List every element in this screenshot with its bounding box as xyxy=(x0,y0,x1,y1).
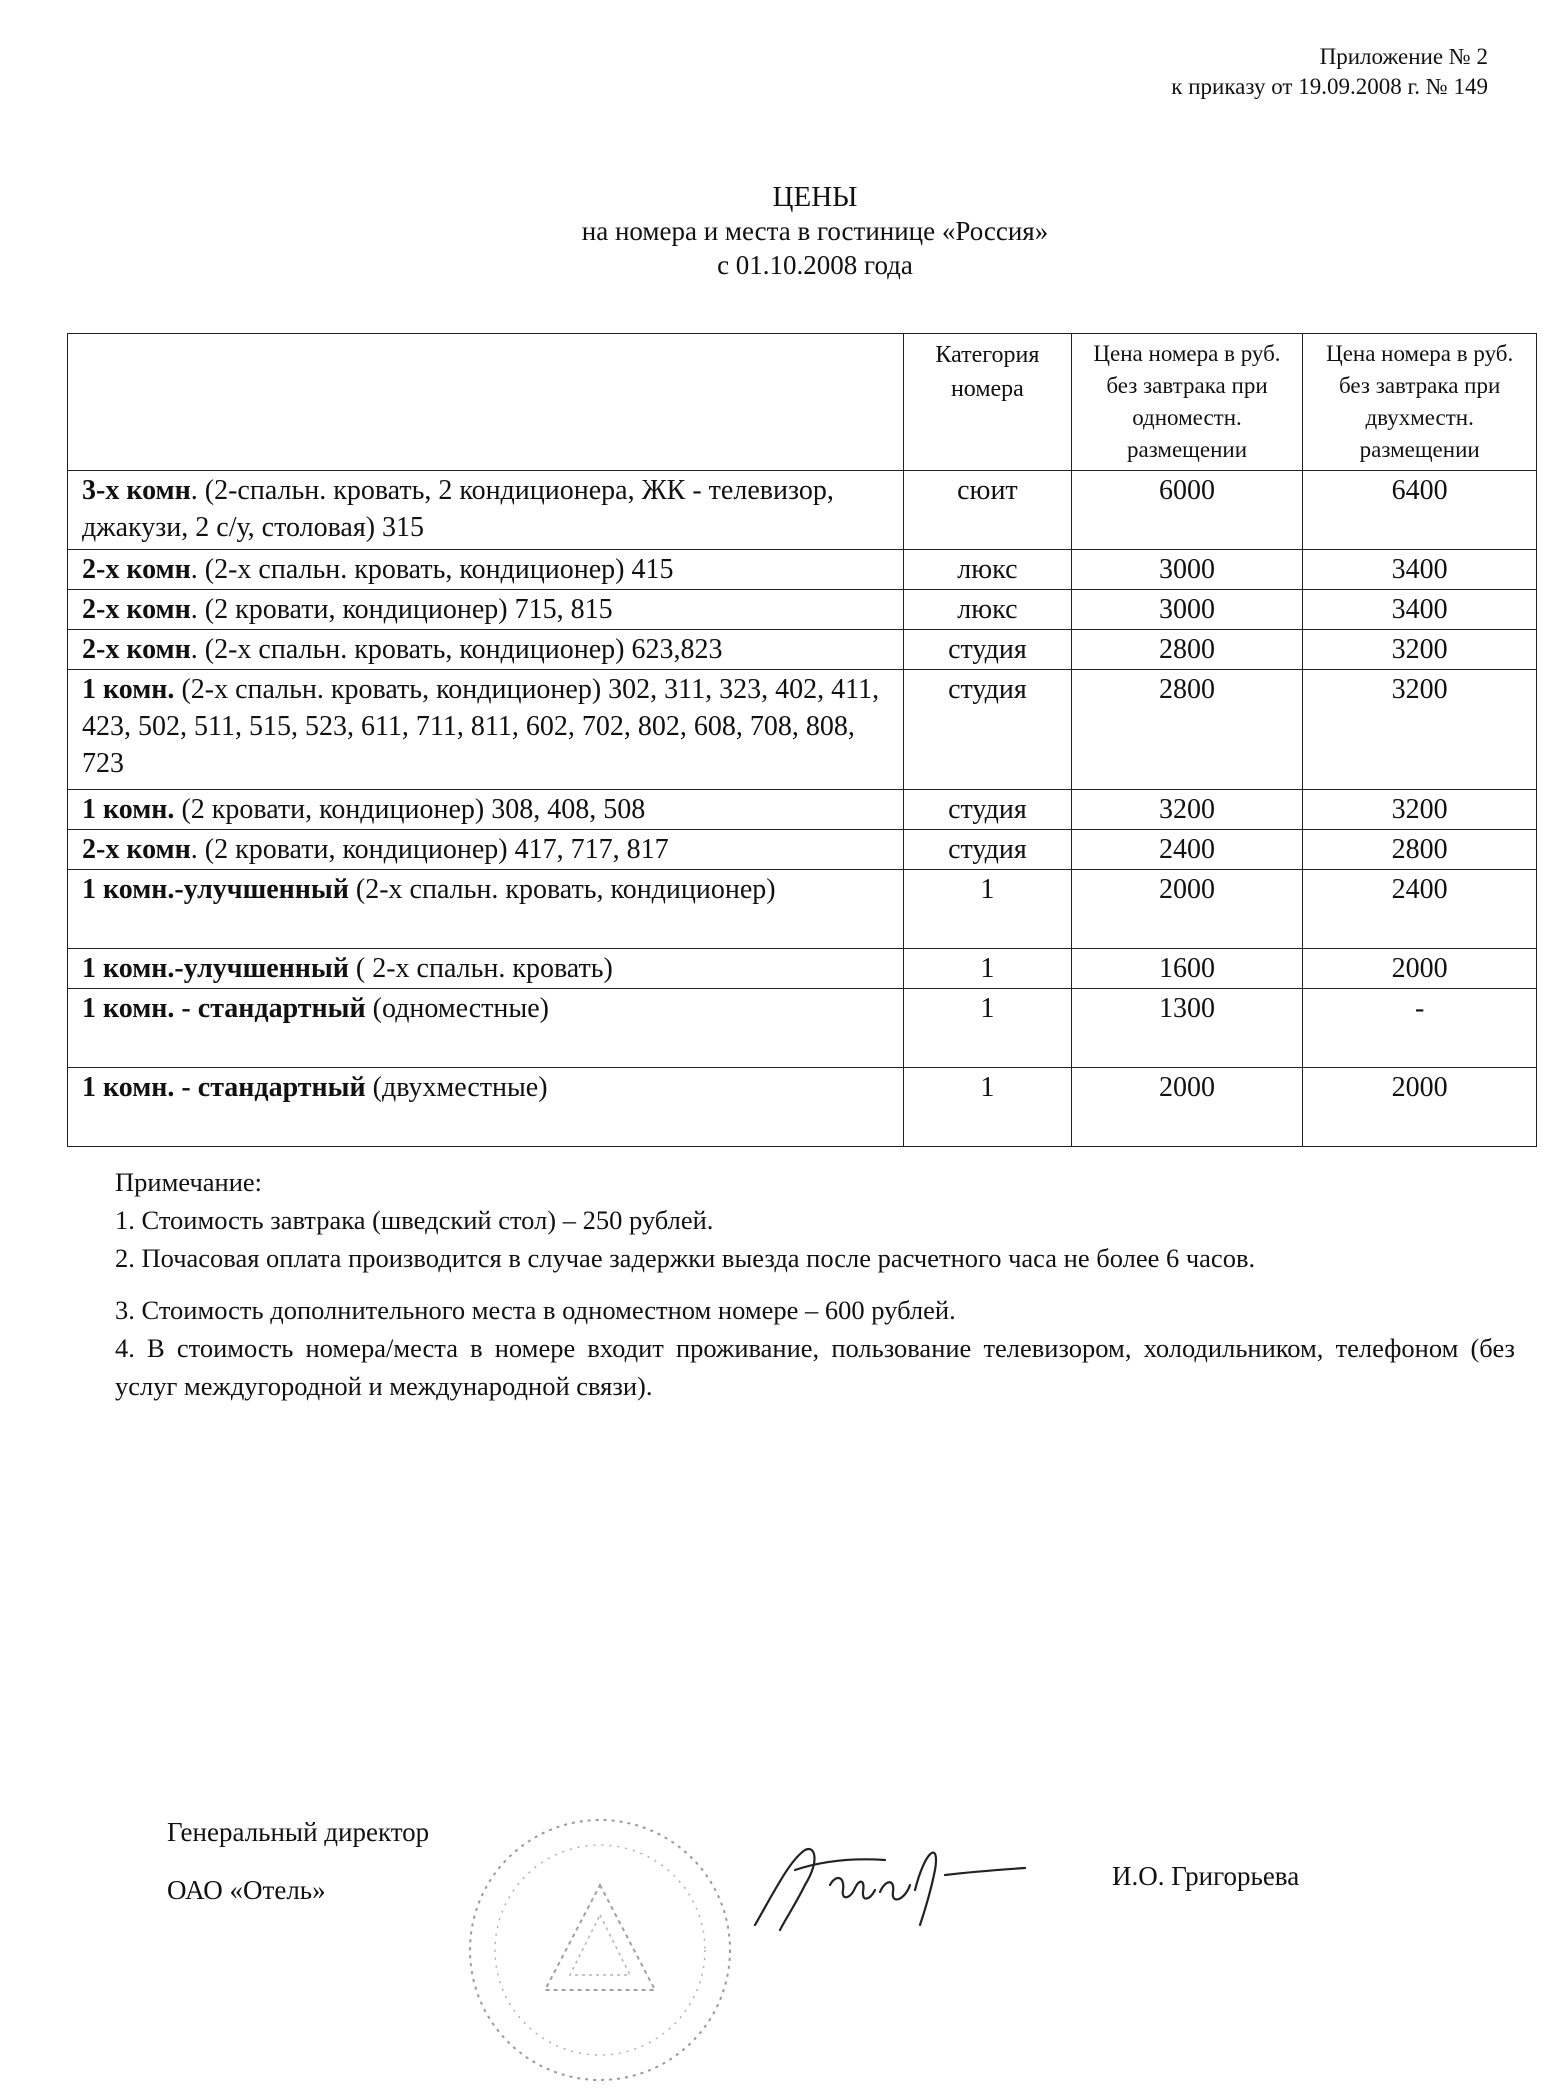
table-row xyxy=(68,790,1537,830)
order-reference: к приказу от 19.09.2008 г. № 149 xyxy=(1171,74,1488,99)
room-details: (одноместные) xyxy=(365,993,549,1024)
room-description xyxy=(68,1068,904,1147)
price-single: 1600 xyxy=(1071,949,1303,989)
header-description xyxy=(68,334,904,471)
table-row xyxy=(68,1068,1537,1147)
price-double: 3200 xyxy=(1303,670,1537,790)
signatory-position: Генеральный директор xyxy=(167,1817,430,1847)
signatory-name: И.О. Григорьева xyxy=(1112,1861,1300,1891)
title-heading: ЦЕНЫ xyxy=(772,181,858,213)
table-header-row xyxy=(68,334,1537,471)
price-double: 3200 xyxy=(1303,630,1537,670)
price-single: 2000 xyxy=(1071,870,1303,949)
room-category: студия xyxy=(904,790,1072,830)
document-title xyxy=(500,180,1130,282)
room-details: . (2-х спальн. кровать, кондиционер) 623,823 xyxy=(190,634,723,665)
room-type: 2-х комн xyxy=(82,834,191,865)
price-single: 3200 xyxy=(1071,790,1303,830)
handwritten-signature xyxy=(735,1830,1035,1940)
price-single: 3000 xyxy=(1071,590,1303,630)
price-single: 2800 xyxy=(1071,630,1303,670)
stamp-seal xyxy=(430,1790,770,2090)
header-price-single: Цена номера в руб. без завтрака при одноместн. размещении xyxy=(1071,334,1303,471)
note-breakfast: 1. Стоимость завтрака (шведский стол) – 250 рублей. xyxy=(115,1205,714,1235)
table-row xyxy=(68,550,1537,590)
room-type: 2-х комн xyxy=(82,594,191,625)
room-type: 1 комн. xyxy=(82,794,175,825)
table-row xyxy=(68,949,1537,989)
price-double: 3400 xyxy=(1303,550,1537,590)
price-double: - xyxy=(1303,989,1537,1068)
room-details: (двухместные) xyxy=(365,1072,548,1103)
room-category: 1 xyxy=(904,870,1072,949)
table-row xyxy=(68,670,1537,790)
room-details: ( 2-х спальн. кровать) xyxy=(348,953,613,984)
table-row xyxy=(68,590,1537,630)
signatory-company: ОАО «Отель» xyxy=(167,1875,326,1905)
room-details: (2-х спальн. кровать, кондиционер) 302, 311, 323, 402, 411, 423, 502, 511, 515, 523, 611, 711, 811, 602, 702, 802, 608, 708, 808, 723 xyxy=(82,674,880,779)
room-details: (2 кровати, кондиционер) 308, 408, 508 xyxy=(174,794,646,825)
price-double: 2800 xyxy=(1303,830,1537,870)
room-description xyxy=(68,590,904,630)
signatory-block xyxy=(167,1803,429,1919)
price-single: 3000 xyxy=(1071,550,1303,590)
room-category: студия xyxy=(904,630,1072,670)
room-details: . (2 кровати, кондиционер) 715, 815 xyxy=(190,594,613,625)
notes-heading: Примечание: xyxy=(115,1167,263,1197)
room-details: . (2 кровати, кондиционер) 417, 717, 817 xyxy=(190,834,669,865)
room-description xyxy=(68,949,904,989)
room-description xyxy=(68,830,904,870)
table-row xyxy=(68,630,1537,670)
header-price-double: Цена номера в руб. без завтрака при двухместн. размещении xyxy=(1303,334,1537,471)
price-double: 2000 xyxy=(1303,1068,1537,1147)
table-row xyxy=(68,870,1537,949)
notes-section xyxy=(115,1163,1515,1405)
room-type: 1 комн.-улучшенный xyxy=(82,874,349,905)
room-description xyxy=(68,471,904,550)
price-single: 2800 xyxy=(1071,670,1303,790)
room-category: 1 xyxy=(904,989,1072,1068)
note-hourly-payment: 2. Почасовая оплата производится в случае задержки выезда после расчетного часа не более 6 часов. xyxy=(115,1243,1256,1273)
room-category: студия xyxy=(904,670,1072,790)
room-description xyxy=(68,630,904,670)
price-single: 1300 xyxy=(1071,989,1303,1068)
price-single: 2400 xyxy=(1071,830,1303,870)
title-date: с 01.10.2008 года xyxy=(717,250,913,280)
price-double: 2400 xyxy=(1303,870,1537,949)
room-category: сюит xyxy=(904,471,1072,550)
price-double: 3200 xyxy=(1303,790,1537,830)
room-category: 1 xyxy=(904,949,1072,989)
room-category: 1 xyxy=(904,1068,1072,1147)
room-description xyxy=(68,790,904,830)
room-category: люкс xyxy=(904,550,1072,590)
price-table xyxy=(67,333,1537,1147)
header-category: Категория номера xyxy=(904,334,1072,471)
room-type: 2-х комн xyxy=(82,554,191,585)
room-details: . (2-х спальн. кровать, кондиционер) 415 xyxy=(190,554,674,585)
room-details: (2-х спальн. кровать, кондиционер) xyxy=(348,874,776,905)
room-description xyxy=(68,670,904,790)
appendix-number: Приложение № 2 xyxy=(1319,44,1488,69)
room-type: 3-х комн xyxy=(82,475,191,506)
table-row xyxy=(68,830,1537,870)
room-category: люкс xyxy=(904,590,1072,630)
room-type: 1 комн. - стандартный xyxy=(82,993,366,1024)
price-double: 2000 xyxy=(1303,949,1537,989)
price-single: 6000 xyxy=(1071,471,1303,550)
room-description xyxy=(68,989,904,1068)
note-included-services: 4. В стоимость номера/места в номере входит проживание, пользование телевизором, холодильником, телефоном (без услуг междугородной и международной связи). xyxy=(115,1333,1515,1401)
room-details: . (2-спальн. кровать, 2 кондиционера, ЖК - телевизор, джакузи, 2 с/у, столовая) 315 xyxy=(82,475,834,543)
room-type: 1 комн.-улучшенный xyxy=(82,953,349,984)
room-type: 2-х комн xyxy=(82,634,191,665)
title-subtitle: на номера и места в гостинице «Россия» xyxy=(581,216,1049,246)
table-row xyxy=(68,471,1537,550)
room-type: 1 комн. - стандартный xyxy=(82,1072,366,1103)
table-row xyxy=(68,989,1537,1068)
room-type: 1 комн. xyxy=(82,674,175,705)
price-single: 2000 xyxy=(1071,1068,1303,1147)
room-description xyxy=(68,870,904,949)
room-description xyxy=(68,550,904,590)
price-double: 3400 xyxy=(1303,590,1537,630)
price-double: 6400 xyxy=(1303,471,1537,550)
room-category: студия xyxy=(904,830,1072,870)
appendix-reference xyxy=(1171,42,1488,102)
note-extra-bed: 3. Стоимость дополнительного места в одноместном номере – 600 рублей. xyxy=(115,1295,956,1325)
